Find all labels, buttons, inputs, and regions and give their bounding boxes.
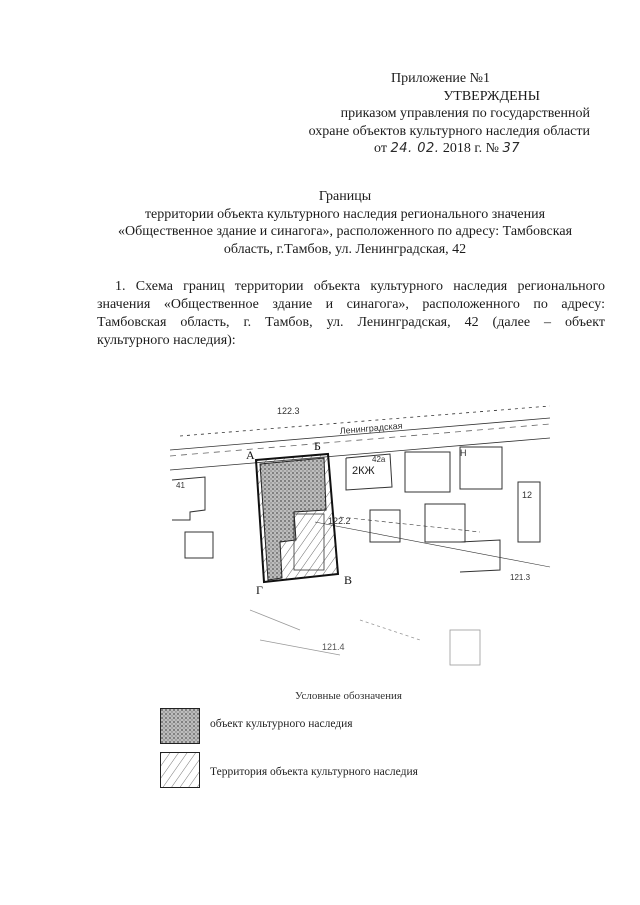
- handwritten-date: 24. 02.: [390, 141, 440, 156]
- corner-v: В: [344, 573, 353, 587]
- house-41: 41: [176, 481, 185, 490]
- date-prefix: от: [374, 141, 387, 156]
- elevation-bottom: 121.4: [322, 642, 345, 652]
- elevation-mid: 122.2: [328, 516, 351, 526]
- paragraph-line-1: 1. Схема границ территории объекта культурного наследия регионального: [115, 279, 605, 294]
- site-map: [160, 392, 560, 602]
- paragraph-line-4: культурного наследия):: [97, 333, 236, 348]
- document-title: [90, 188, 600, 258]
- legend-swatch-dotted: [160, 708, 200, 744]
- corner-b: Б: [314, 439, 321, 453]
- order-date-line: [250, 140, 590, 158]
- legend-item-heritage-territory: [160, 752, 580, 792]
- body-paragraph: [97, 278, 605, 350]
- handwritten-number: 37: [502, 141, 520, 156]
- legend-title: Условные обозначения: [295, 690, 402, 702]
- elevation-top: 122.3: [277, 406, 300, 416]
- legend-label-heritage-territory: Территория объекта культурного наследия: [210, 766, 418, 778]
- house-2kzh: 2КЖ: [352, 465, 375, 477]
- corner-g: Г: [256, 583, 263, 597]
- legend-label-heritage-object: объект культурного наследия: [210, 718, 353, 730]
- house-42a: 42а: [372, 455, 386, 464]
- approved-label: УТВЕРЖДЕНЫ: [443, 88, 540, 104]
- paragraph-line-2: значения «Общественное здание и синагога», расположенного по адресу:: [97, 297, 605, 312]
- legend-swatch-hatched: [160, 752, 200, 788]
- elevation-right: 121.3: [510, 573, 531, 582]
- title-line-1: Границы: [318, 189, 372, 204]
- house-12: 12: [522, 490, 533, 500]
- approval-header: [250, 70, 590, 158]
- title-line-4: область, г.Тамбов, ул. Ленинградская, 42: [223, 241, 467, 257]
- legend-item-heritage-object: [160, 708, 580, 748]
- order-line-1: приказом управления по государственной: [340, 106, 590, 121]
- date-year: 2018 г.: [442, 141, 483, 156]
- corner-a: А: [246, 448, 255, 462]
- street-band: [170, 406, 550, 470]
- map-mark-n: Н: [460, 448, 467, 458]
- order-line-2: охране объектов культурного наследия области: [308, 123, 590, 139]
- title-line-3: «Общественное здание и синагога», расположенного по адресу: Тамбовская: [117, 224, 573, 239]
- appendix-label: Приложение №1: [391, 71, 490, 86]
- title-line-2: территории объекта культурного наследия регионального значения: [144, 206, 546, 222]
- street-label: Ленинградская: [339, 420, 403, 436]
- number-prefix: №: [485, 141, 499, 156]
- paragraph-line-3: Тамбовская область, г. Тамбов, ул. Ленинградская, 42 (далее – объект: [97, 315, 605, 330]
- map-lower-fragment: [160, 600, 560, 680]
